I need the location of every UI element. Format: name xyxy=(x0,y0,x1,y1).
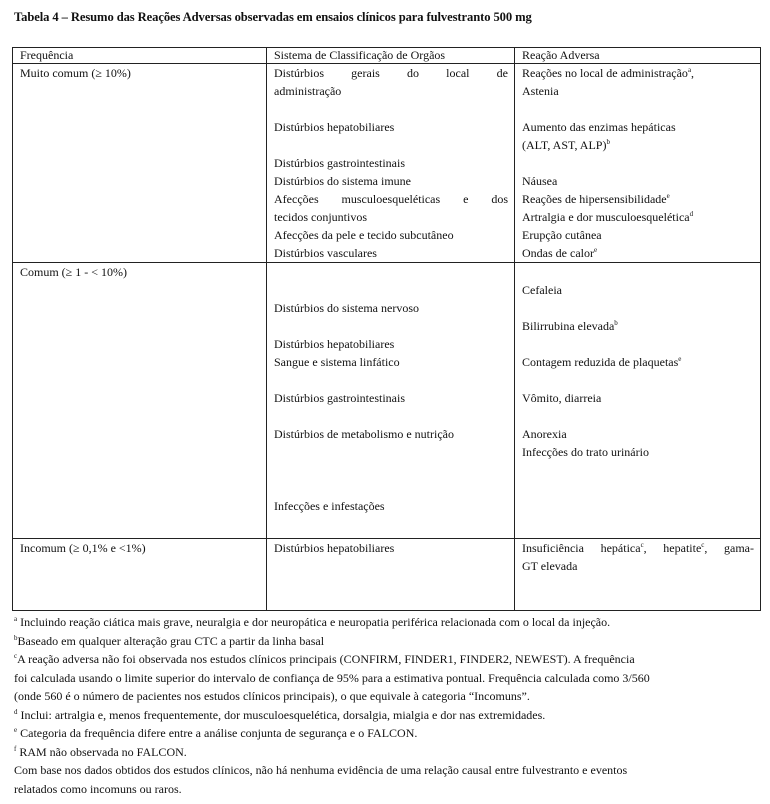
reaction-text: Vômito, diarreia xyxy=(522,391,602,405)
soc-text: Distúrbios hepatobiliares xyxy=(274,541,395,555)
reaction-text: GT elevada xyxy=(522,559,578,573)
soc-text: Distúrbios do sistema imune xyxy=(274,174,411,188)
reaction-text: Anorexia xyxy=(522,427,567,441)
closing-note: Com base nos dados obtidos dos estudos clínicos, não há nenhuma evidência de uma relação causal entre fulvestranto e eventos xyxy=(14,763,628,777)
reaction-text: Cefaleia xyxy=(522,283,562,297)
footnote-b: $^b$Baseado em qualquer alteração grau CTC a partir da linha basal xyxy=(14,633,325,648)
reaction-cell xyxy=(515,64,761,263)
header-adverse-reaction: Reação Adversa xyxy=(515,48,761,64)
table-row xyxy=(13,64,761,263)
soc-text: Distúrbios do sistema nervoso xyxy=(274,301,419,315)
reaction-text: Infecções do trato urinário xyxy=(522,445,649,459)
footnote-e: $^e$ Categoria da frequência difere entre a análise conjunta de segurança e o FALCON. xyxy=(14,726,418,740)
table-row xyxy=(13,263,761,539)
footnote-d: $^d$ Inclui: artralgia e, menos frequentemente, dor musculoesquelética, dorsalgia, mialgia e dor nas extremidades. xyxy=(14,707,546,722)
soc-text: administração xyxy=(274,84,342,98)
reaction-cell xyxy=(515,263,761,539)
table-header-row xyxy=(13,48,761,64)
closing-note-cont: relatados como incomuns ou raros. xyxy=(14,781,182,796)
soc-text: Distúrbios gastrointestinais xyxy=(274,156,405,170)
table-title: Tabela 4 – Resumo das Reações Adversas observadas em ensaios clínicos para fulvestranto 500 mg xyxy=(14,10,532,24)
soc-text: Distúrbios vasculares xyxy=(274,246,377,260)
organ-system-cell xyxy=(267,539,515,611)
table-row xyxy=(13,539,761,611)
soc-text: Infecções e infestações xyxy=(274,499,385,513)
reaction-text: Erupção cutânea xyxy=(522,228,602,242)
soc-text: Afecções musculoesqueléticas e dos xyxy=(274,192,508,206)
footnotes xyxy=(14,613,758,798)
soc-text: Distúrbios de metabolismo e nutrição xyxy=(274,427,454,441)
reaction-text: Reações no local de administração$^a$, xyxy=(522,66,695,80)
frequency-cell: Comum (≥ 1 - < 10%) xyxy=(13,263,267,539)
reaction-text: (ALT, AST, ALP)$^b$ xyxy=(522,138,610,152)
reaction-text: Bilirrubina elevada$^b$ xyxy=(522,319,618,333)
frequency-cell: Incomum (≥ 0,1% e <1%) xyxy=(13,539,267,611)
reaction-text: Astenia xyxy=(522,84,559,98)
footnote-f: $^f$ RAM não observada no FALCON. xyxy=(14,744,187,759)
reaction-text: Ondas de calor$^e$ xyxy=(522,246,598,260)
soc-text: Distúrbios hepatobiliares xyxy=(274,337,395,351)
footnote-a: $^a$ Incluindo reação ciática mais grave, neuralgia e dor neuropática e neuropatia periférica relacionada com o local da injeção. xyxy=(14,615,611,629)
reaction-cell xyxy=(515,539,761,611)
reaction-text: Reações de hipersensibilidade$^e$ xyxy=(522,192,670,206)
footnote-c-cont: (onde 560 é o número de pacientes nos estudos clínicos principais), o que equivale à categoria “Incomuns”. xyxy=(14,689,530,703)
soc-text: Sangue e sistema linfático xyxy=(274,355,400,369)
soc-text: Distúrbios gerais do local de xyxy=(274,66,508,80)
reaction-text: Insuficiência hepática$^c$, hepatite$^c$, gama- xyxy=(522,541,754,555)
footnote-c-cont: foi calculada usando o limite superior do intervalo de confiança de 95% para a estimativa pontual. Frequência calculada como 3/560 xyxy=(14,670,650,685)
header-organ-system: Sistema de Classificação de Orgãos xyxy=(267,48,515,64)
reaction-text: Náusea xyxy=(522,174,558,188)
reaction-text: Contagem reduzida de plaquetas$^e$ xyxy=(522,355,682,369)
soc-text: tecidos conjuntivos xyxy=(274,210,367,224)
soc-text: Distúrbios hepatobiliares xyxy=(274,120,395,134)
soc-text: Afecções da pele e tecido subcutâneo xyxy=(274,228,454,242)
organ-system-cell xyxy=(267,263,515,539)
adverse-reactions-table xyxy=(12,47,761,611)
organ-system-cell xyxy=(267,64,515,263)
footnote-c: $^c$A reação adversa não foi observada nos estudos clínicos principais (CONFIRM, FINDER1, FINDER2, NEWEST). A frequência xyxy=(14,652,635,666)
soc-text: Distúrbios gastrointestinais xyxy=(274,391,405,405)
reaction-text: Aumento das enzimas hepáticas xyxy=(522,120,676,134)
header-frequency: Frequência xyxy=(13,48,267,64)
frequency-cell: Muito comum (≥ 10%) xyxy=(13,64,267,263)
reaction-text: Artralgia e dor musculoesquelética$^d$ xyxy=(522,210,694,224)
